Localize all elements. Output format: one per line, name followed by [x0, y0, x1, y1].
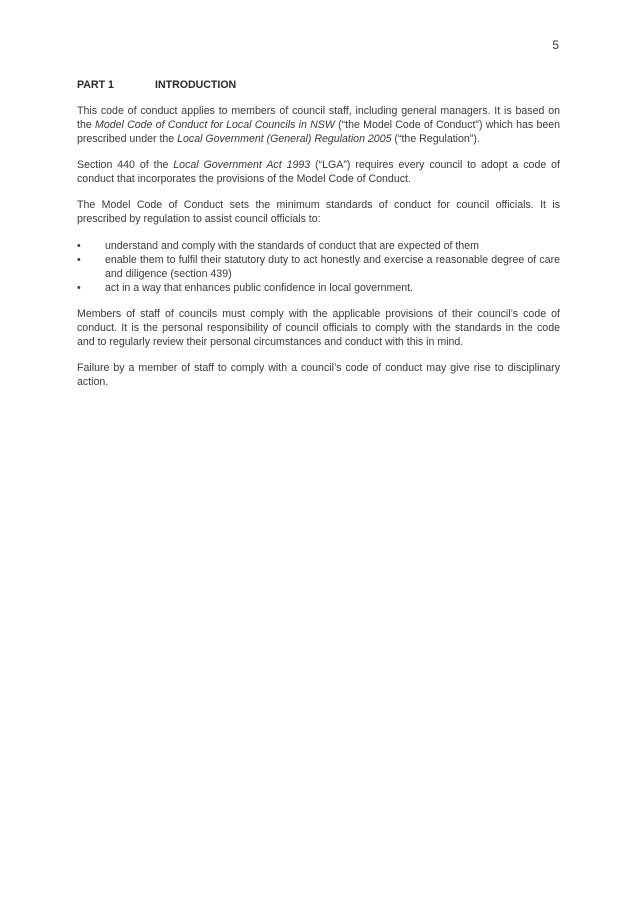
staff-compliance-paragraph: Members of staff of councils must comply with the applicable provisions of their council’s code of conduct. It is the personal responsibility of council officials to comply with the standards in the code and to regularly review their personal circumstances and conduct with this in mind. [77, 308, 560, 348]
document-body [77, 78, 560, 401]
bullet-icon: • [77, 240, 81, 252]
failure-paragraph: Failure by a member of staff to comply with a council’s code of conduct may give rise to disciplinary action. [77, 362, 560, 388]
regulation-title: Local Government (General) Regulation 2005 [177, 133, 392, 145]
list-item: • enable them to fulfil their statutory duty to act honestly and exercise a reasonable degree of care and diligence (section 439) [77, 254, 560, 280]
section-440-paragraph: Section 440 of the Local Government Act 1993 (“LGA”) requires every council to adopt a code of conduct that incorporates the provisions of the Model Code of Conduct. [77, 159, 560, 185]
minimum-standards-paragraph: The Model Code of Conduct sets the minimum standards of conduct for council officials. It is prescribed by regulation to assist council officials to: [77, 199, 560, 225]
section-title: INTRODUCTION [155, 79, 237, 91]
list-item: • understand and comply with the standards of conduct that are expected of them [77, 240, 479, 252]
act-title: Local Government Act 1993 [173, 159, 311, 171]
part-label: PART 1 [77, 79, 114, 91]
list-item: • act in a way that enhances public confidence in local government. [77, 282, 413, 294]
bullet-list [77, 239, 560, 295]
model-code-title: Model Code of Conduct for Local Councils in NSW [95, 119, 335, 131]
page-number: 5 [552, 38, 559, 52]
section-heading [77, 78, 560, 92]
intro-paragraph: This code of conduct applies to members of council staff, including general managers. It is based on the Model Code of Conduct for Local Councils in NSW (“the Model Code of Conduct”) which has been prescribed under the Local Government (General) Regulation 2005 (“the Regulation”). [77, 105, 561, 145]
bullet-icon: • [77, 282, 81, 294]
bullet-icon: • [77, 254, 81, 266]
